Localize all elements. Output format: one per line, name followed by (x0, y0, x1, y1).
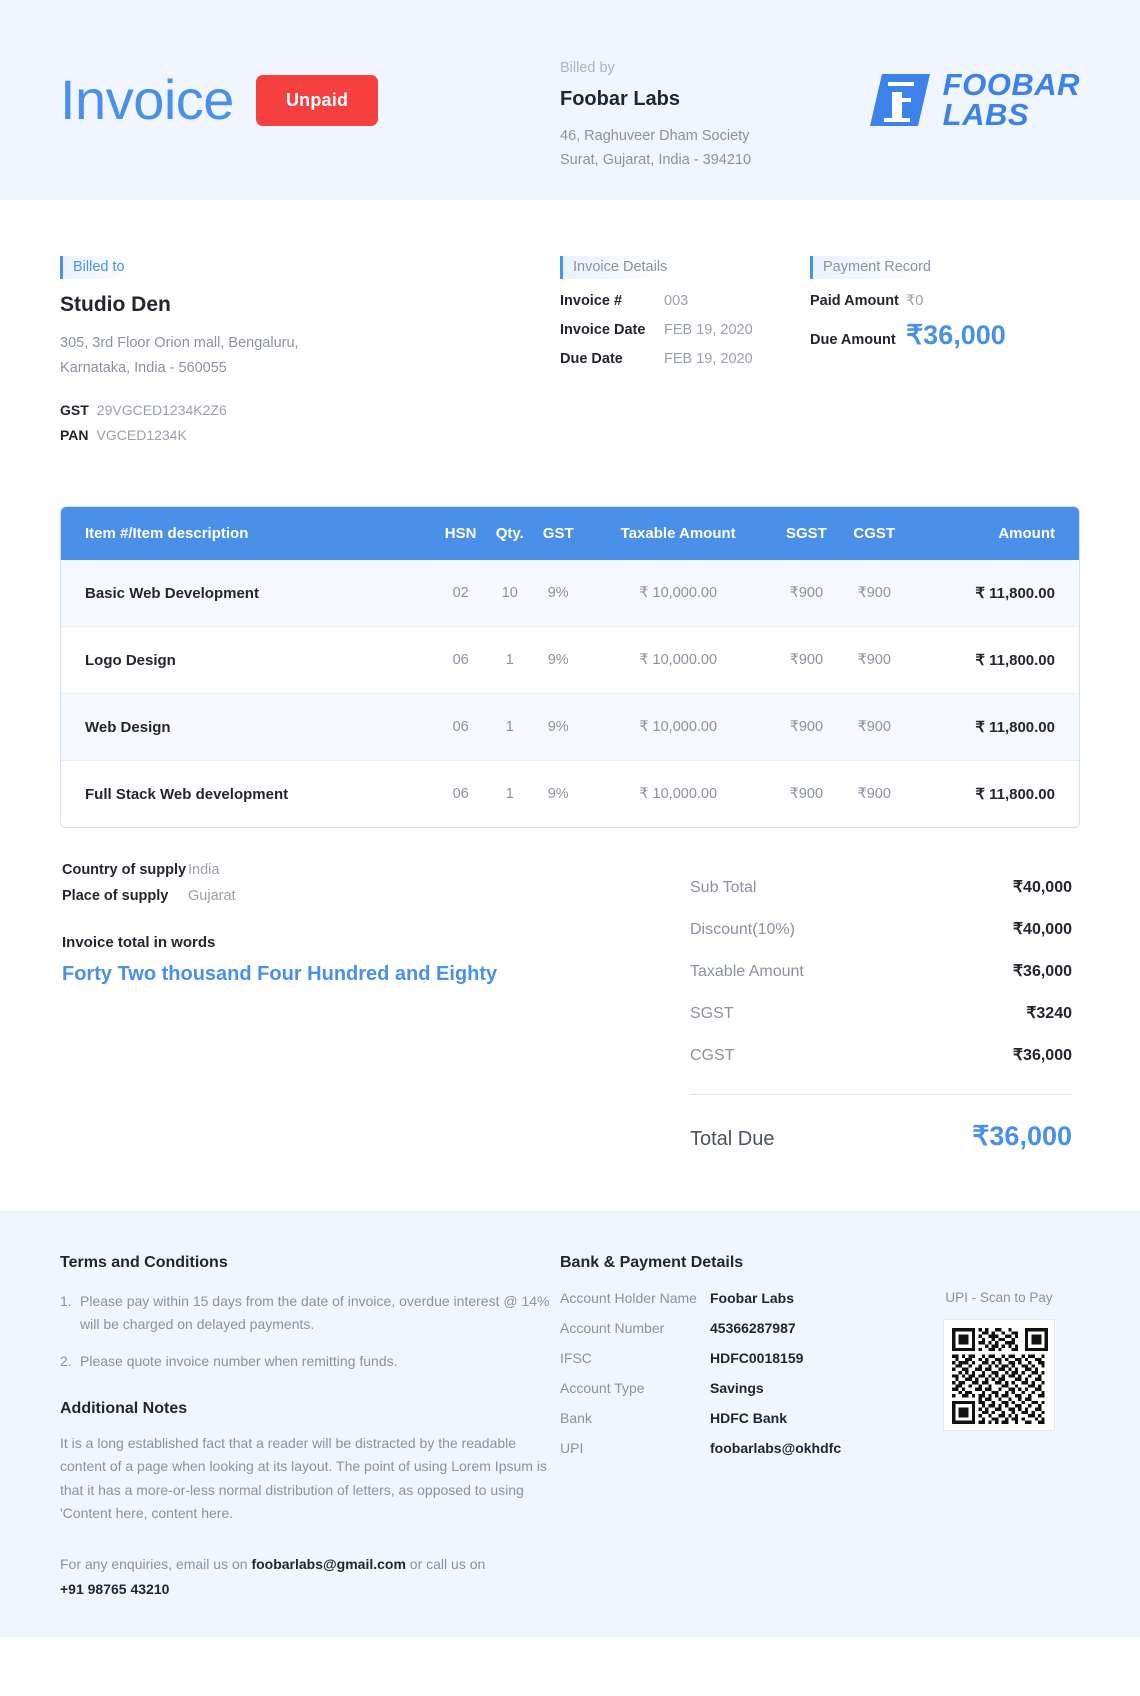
invoice-number-label: Invoice # (560, 293, 623, 309)
upi-scan-label: UPI - Scan to Pay (945, 1290, 1053, 1306)
cell-hsn: 02 (435, 560, 487, 627)
term-item (60, 1350, 560, 1373)
bank-row (560, 1290, 900, 1306)
term-text: Please pay within 15 days from the date of invoice, overdue interest @ 14% will be charged on delayed payments. (80, 1293, 550, 1333)
enquiry-prefix: For any enquiries, email us on (60, 1555, 248, 1572)
cell-hsn: 06 (452, 786, 469, 803)
sgst-value: ₹3240 (1026, 1005, 1072, 1023)
paid-amount-row (810, 293, 1080, 309)
paid-amount-label: Paid Amount (810, 293, 899, 309)
column-header-qty: Qty. (487, 507, 533, 560)
taxable-amount-row (680, 950, 1080, 992)
billed-by-address-line1: 46, Raghuveer Dham Society (560, 128, 750, 144)
supply-and-words-block (60, 862, 680, 1152)
invoice-number-row (560, 293, 810, 309)
discount-row (680, 908, 1080, 950)
place-of-supply-label: Place of supply (62, 888, 169, 905)
bank-row (560, 1410, 900, 1426)
pan-label: PAN (60, 427, 89, 444)
place-of-supply-value: Gujarat (188, 888, 236, 905)
cell-description: Web Design (61, 694, 435, 761)
table-header-row (61, 507, 1079, 560)
cell-amount: ₹ 11,800.00 (909, 694, 1080, 761)
term-text: Please quote invoice number when remitting funds. (80, 1353, 398, 1370)
cell-hsn: 06 (435, 694, 487, 761)
upi-label: UPI (560, 1440, 584, 1457)
terms-block (60, 1254, 560, 1596)
total-in-words-value: Forty Two thousand Four Hundred and Eighty (62, 963, 498, 986)
table-row (61, 694, 1079, 761)
table-row (61, 560, 1079, 627)
total-in-words-label: Invoice total in words (62, 934, 216, 952)
additional-notes-title: Additional Notes (60, 1399, 188, 1417)
upi-value: foobarlabs@okhdfc (710, 1440, 842, 1457)
invoice-date-label: Invoice Date (560, 322, 646, 338)
due-amount-row (810, 322, 1080, 349)
billed-to-name: Studio Den (60, 293, 171, 316)
cell-sgst: ₹900 (789, 786, 824, 803)
cell-amount: ₹ 11,800.00 (909, 560, 1080, 627)
contact-phone: +91 98765 43210 (60, 1580, 170, 1597)
bank-row (560, 1440, 900, 1456)
cell-cgst: ₹900 (840, 560, 909, 627)
brand-logo (830, 52, 1080, 133)
cell-hsn: 06 (435, 627, 487, 694)
status-badge: Unpaid (256, 75, 378, 126)
invoice-date-row (560, 322, 810, 338)
billed-to-address-line1: 305, 3rd Floor Orion mall, Bengaluru, (60, 335, 299, 351)
cell-description: Full Stack Web development (85, 785, 289, 803)
billed-by-label: Billed by (560, 60, 615, 76)
cgst-row (680, 1034, 1080, 1076)
column-header-amount: Amount (909, 507, 1080, 560)
term-item (60, 1290, 560, 1336)
taxable-amount-label: Taxable Amount (690, 963, 804, 981)
page-title: Invoice (60, 68, 234, 131)
cell-cgst: ₹900 (840, 694, 909, 761)
bank-row (560, 1350, 900, 1366)
due-date-row (560, 351, 810, 367)
billed-by-address-line2: Surat, Gujarat, India - 394210 (560, 151, 752, 168)
column-header-description: Item #/Item description (61, 507, 435, 560)
cell-cgst: ₹900 (857, 786, 891, 803)
info-row (60, 200, 1080, 452)
invoice-date-value: FEB 19, 2020 (664, 322, 753, 338)
cell-description: Logo Design (61, 627, 435, 694)
sgst-label: SGST (690, 1005, 734, 1023)
cell-description: Basic Web Development (61, 560, 435, 627)
cell-taxable: ₹ 10,000.00 (584, 694, 773, 761)
cell-sgst: ₹900 (773, 560, 840, 627)
sgst-row (680, 992, 1080, 1034)
subtotal-label: Sub Total (690, 879, 757, 897)
term-number: 1. (60, 1293, 72, 1310)
bank-row (560, 1320, 900, 1336)
due-date-value: FEB 19, 2020 (664, 351, 753, 367)
account-holder-label: Account Holder Name (560, 1290, 697, 1307)
column-header-sgst: SGST (773, 507, 840, 560)
bank-row (560, 1380, 900, 1396)
cgst-value: ₹36,000 (1012, 1047, 1072, 1065)
subtotal-value: ₹40,000 (1012, 879, 1072, 897)
cell-gst: 9% (533, 560, 584, 627)
country-of-supply-row (62, 862, 680, 878)
cell-amount: ₹ 11,800.00 (909, 627, 1080, 694)
logo-text-line1: FOOBAR (942, 67, 1080, 102)
subtotal-row (680, 866, 1080, 908)
account-type-value: Savings (710, 1380, 764, 1397)
billed-by-block (560, 52, 830, 173)
gst-line (60, 402, 560, 418)
discount-value: ₹40,000 (1012, 921, 1072, 939)
term-number: 2. (60, 1353, 72, 1370)
additional-notes-body: It is a long established fact that a reader will be distracted by the readable content of a page when looking at its layout. The point of using Lorem Ipsum is that it has a more-or-less normal distribution of letters, as opposed to using 'Content here, content here. (60, 1434, 547, 1522)
cell-taxable: ₹ 10,000.00 (639, 786, 718, 803)
table-row (61, 627, 1079, 694)
gst-value: 29VGCED1234K2Z6 (96, 402, 227, 419)
bank-value: HDFC Bank (710, 1410, 788, 1427)
cell-gst: 9% (547, 786, 569, 803)
cell-sgst: ₹900 (773, 627, 840, 694)
gst-label: GST (60, 402, 89, 419)
enquiry-line (60, 1556, 560, 1572)
invoice-header (0, 0, 1140, 200)
invoice-details-block (560, 256, 810, 452)
cell-qty: 1 (487, 694, 533, 761)
bank-details-block (560, 1254, 1080, 1596)
country-of-supply-value: India (188, 862, 220, 879)
discount-label: Discount(10%) (690, 921, 795, 939)
total-due-row (680, 1095, 1080, 1152)
billed-by-name: Foobar Labs (560, 88, 681, 110)
ifsc-value: HDFC0018159 (710, 1350, 804, 1367)
bank-label: Bank (560, 1410, 592, 1427)
table-row (61, 761, 1079, 828)
cell-sgst: ₹900 (773, 694, 840, 761)
cell-gst: 9% (533, 694, 584, 761)
payment-record-block (810, 256, 1080, 452)
billed-to-address-line2: Karnataka, India - 560055 (60, 359, 227, 376)
terms-title: Terms and Conditions (60, 1254, 228, 1272)
account-number-label: Account Number (560, 1320, 665, 1337)
paid-amount-value: ₹0 (906, 293, 924, 309)
ifsc-label: IFSC (560, 1350, 592, 1367)
cell-gst: 9% (533, 627, 584, 694)
cgst-label: CGST (690, 1047, 735, 1065)
pan-value: VGCED1234K (96, 427, 187, 444)
bank-details-title: Bank & Payment Details (560, 1254, 744, 1272)
totals-block (680, 862, 1080, 1152)
cell-taxable: ₹ 10,000.00 (584, 627, 773, 694)
country-of-supply-label: Country of supply (62, 862, 187, 879)
due-date-label: Due Date (560, 351, 623, 367)
payment-record-chip: Payment Record (810, 256, 943, 279)
upi-qr-code[interactable] (943, 1319, 1055, 1431)
account-number-value: 45366287987 (710, 1320, 796, 1337)
billed-to-block (60, 256, 560, 452)
column-header-taxable-amount: Taxable Amount (584, 507, 773, 560)
place-of-supply-row (62, 888, 680, 904)
summary-row (60, 862, 1080, 1152)
column-header-hsn: HSN (435, 507, 487, 560)
account-type-label: Account Type (560, 1380, 645, 1397)
cell-taxable: ₹ 10,000.00 (584, 560, 773, 627)
total-due-label: Total Due (690, 1128, 775, 1151)
upi-scan-block (900, 1290, 1080, 1470)
invoice-details-chip: Invoice Details (560, 256, 679, 279)
total-due-value: ₹36,000 (972, 1121, 1072, 1152)
column-header-cgst: CGST (840, 507, 909, 560)
line-items-table (60, 506, 1080, 828)
billed-to-chip: Billed to (60, 256, 137, 279)
cell-qty: 1 (487, 627, 533, 694)
pan-line (60, 427, 560, 443)
column-header-gst: GST (533, 507, 584, 560)
logo-text-line2: LABS (942, 97, 1030, 133)
cell-amount: ₹ 11,800.00 (975, 786, 1055, 804)
cell-qty: 10 (487, 560, 533, 627)
taxable-amount-value: ₹36,000 (1012, 963, 1072, 981)
cell-cgst: ₹900 (840, 627, 909, 694)
invoice-number-value: 003 (664, 293, 689, 309)
invoice-footer (0, 1210, 1140, 1636)
due-amount-value: ₹36,000 (906, 320, 1006, 350)
account-holder-value: Foobar Labs (710, 1290, 795, 1307)
enquiry-suffix: or call us on (409, 1555, 486, 1572)
title-block (60, 52, 560, 131)
invoice-body (0, 200, 1140, 1152)
cell-qty: 1 (505, 786, 514, 803)
enquiry-email-link[interactable]: foobarlabs@gmail.com (251, 1555, 406, 1572)
due-amount-label: Due Amount (810, 332, 896, 348)
foobar-logo-icon (870, 70, 930, 130)
